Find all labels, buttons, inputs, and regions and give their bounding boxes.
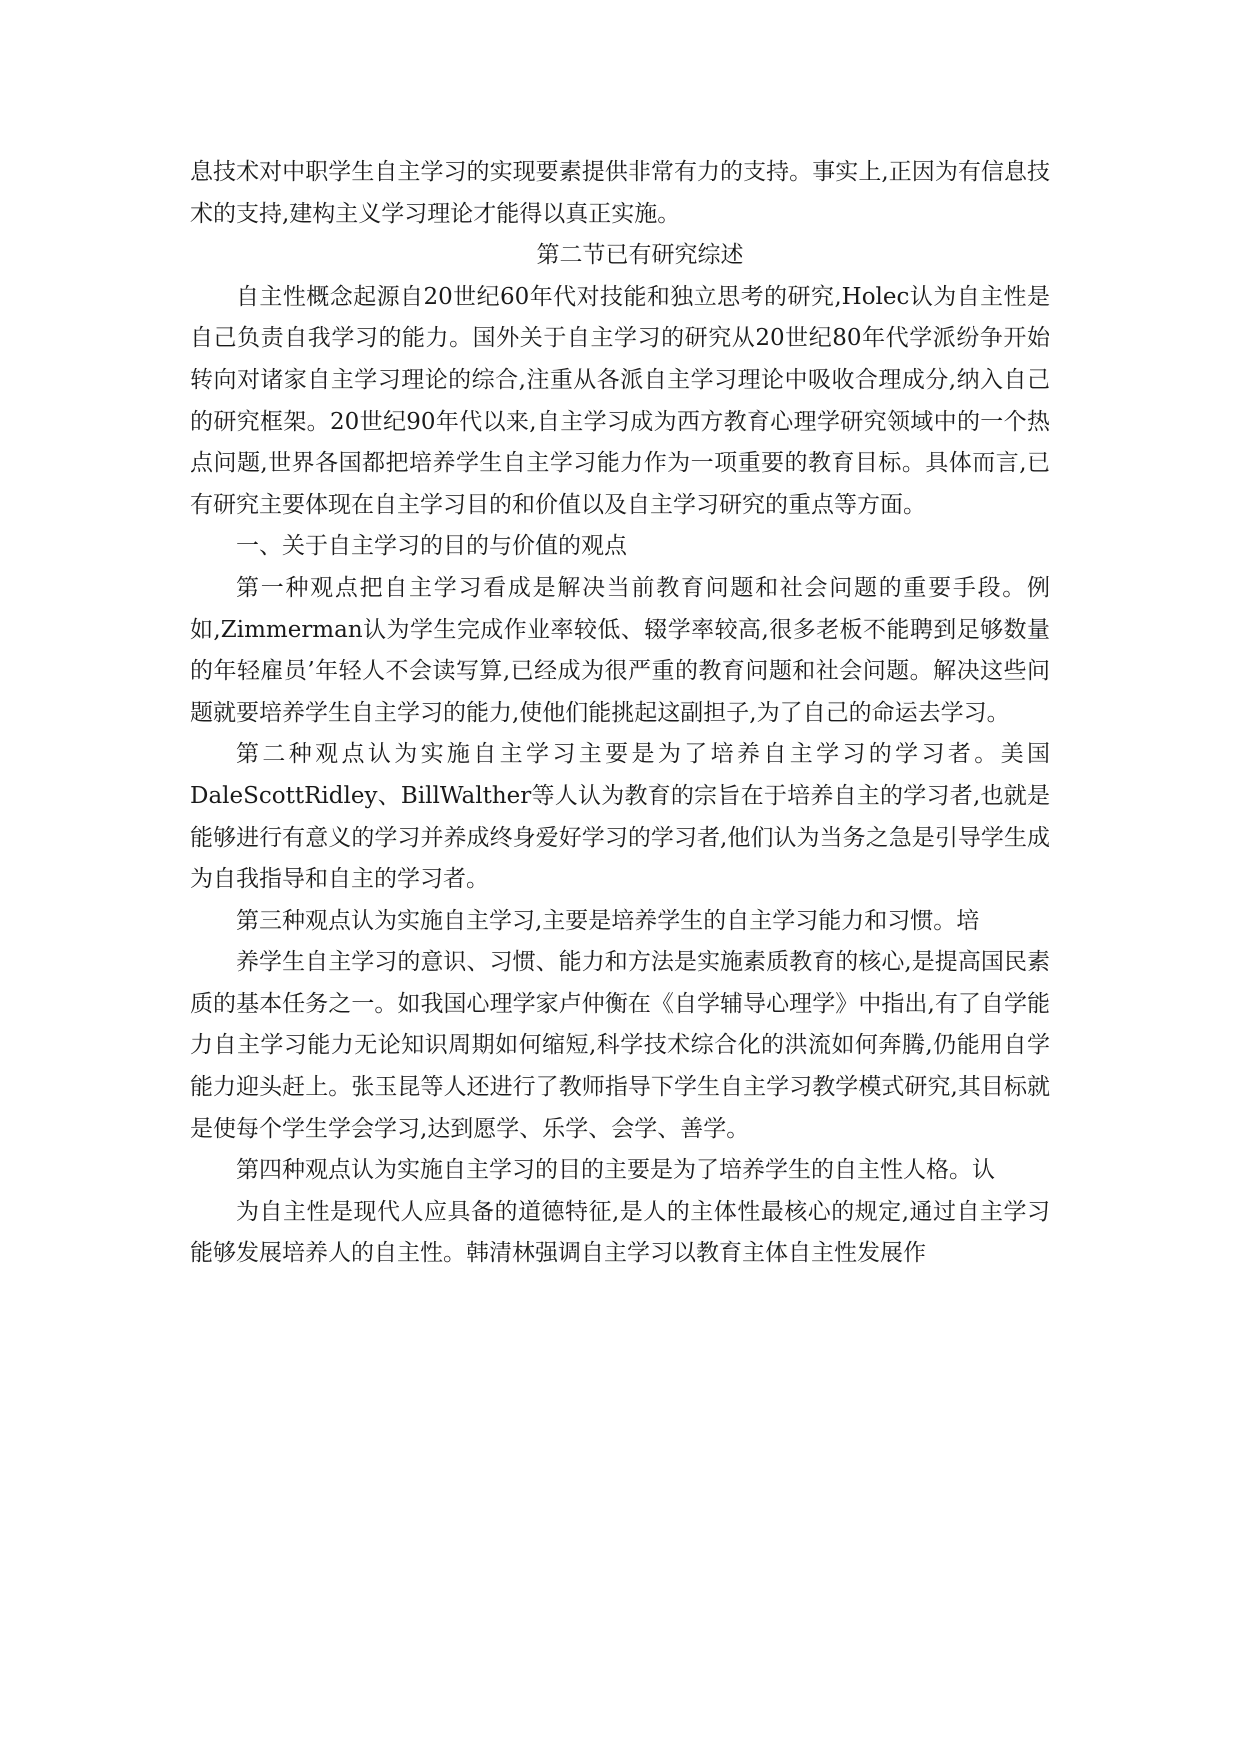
subheading-goals-and-values: 一、关于自主学习的目的与价值的观点 [236,533,627,560]
paragraph-third-viewpoint-continued: 养学生自主学习的意识、习惯、能力和方法是实施素质教育的核心,是提高国民素质的基本任务之一。如我国心理学家卢仲衡在《自学辅导心理学》中指出,有了自学能力自主学习能力无论知识周期如何缩短,科学技术综合化的洪流如何奔腾,仍能用自学能力迎头赶上。张玉昆等人还进行了教师指导下学生自主学习教学模式研究,其目标就是使每个学生学会学习,达到愿学、乐学、会学、善学。 [190,949,1050,1142]
lead-paragraph: 息技术对中职学生自主学习的实现要素提供非常有力的支持。事实上,正因为有信息技术的支持,建构主义学习理论才能得以真正实施。 [190,159,1050,227]
paragraph-fourth-viewpoint: 第四种观点认为实施自主学习的目的主要是为了培养学生的自主性人格。认 [236,1157,995,1184]
document-body [190,152,1050,1275]
paragraph-fourth-viewpoint-continued: 为自主性是现代人应具备的道德特征,是人的主体性最核心的规定,通过自主学习能够发展培养人的自主性。韩清林强调自主学习以教育主体自主性发展作 [190,1198,1050,1267]
paragraph-third-viewpoint: 第三种观点认为实施自主学习,主要是培养学生的自主学习能力和习惯。培 [236,907,980,934]
section-title: 第二节已有研究综述 [536,242,744,269]
paragraph-second-viewpoint: 第二种观点认为实施自主学习主要是为了培养自主学习的学习者。美国DaleScottRidley、BillWalther等人认为教育的宗旨在于培养自主的学习者,也就是能够进行有意义的学习并养成终身爱好学习的学习者,他们认为当务之急是引导学生成为自我指导和自主的学习者。 [190,741,1050,893]
paragraph-origin-of-autonomy: 自主性概念起源自20世纪60年代对技能和独立思考的研究,Holec认为自主性是自己负责自我学习的能力。国外关于自主学习的研究从20世纪80年代学派纷争开始转向对诸家自主学习理论的综合,注重从各派自主学习理论中吸收合理成分,纳入自己的研究框架。20世纪90年代以来,自主学习成为西方教育心理学研究领域中的一个热点问题,世界各国都把培养学生自主学习能力作为一项重要的教育目标。具体而言,已有研究主要体现在自主学习目的和价值以及自主学习研究的重点等方面。 [190,283,1050,518]
paragraph-first-viewpoint: 第一种观点把自主学习看成是解决当前教育问题和社会问题的重要手段。例如,Zimmerman认为学生完成作业率较低、辍学率较高,很多老板不能聘到足够数量的年轻雇员’年轻人不会读写算,已经成为很严重的教育问题和社会问题。解决这些问题就要培养学生自主学习的能力,使他们能挑起这副担子,为了自己的命运去学习。 [190,574,1050,726]
